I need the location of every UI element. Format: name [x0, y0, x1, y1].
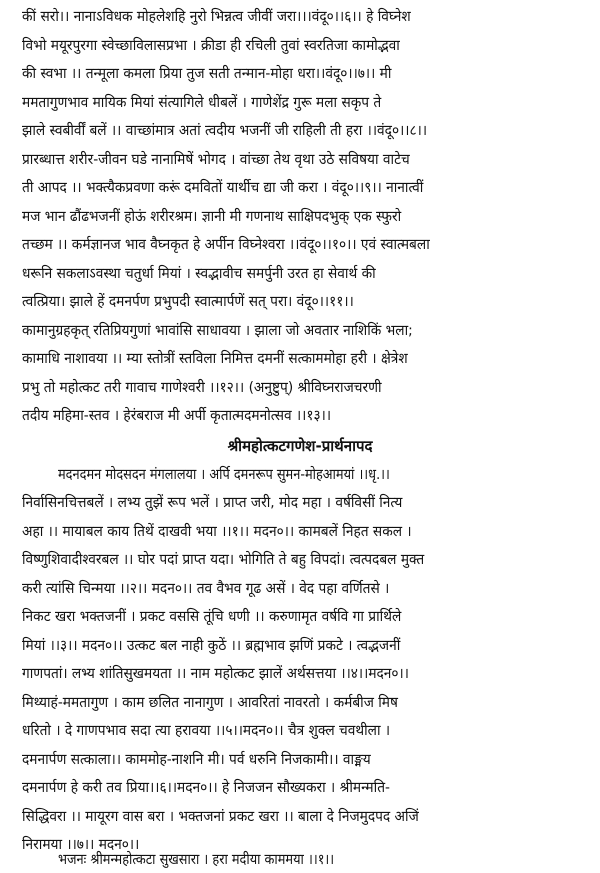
prayer-line: धरितो । दे गाणपभाव सदा त्या हरावया ।।५।।मदन०।। चैत्र शुक्ल चवथीला ।	[22, 722, 391, 739]
verse-line: प्रभु तो महोत्कट तरी गावाच गाणेश्वरी ।।१२।। (अनुष्टुप्) श्रीविघ्नराजचरणी	[22, 379, 382, 396]
prayer-line: गाणपतां। लभ्य शांतिसुखमयता ।। नाम महोत्कट झालें अर्थसत्तया ।।४।।मदन०।।	[22, 665, 409, 682]
verse-line: मज भान ढौंढभजनीं होऊं शरीरश्रम। ज्ञानी मी गणनाथ साक्षिपदभुक् एक स्फुरो	[22, 208, 402, 225]
verse-line: प्रारब्धात्त शरीर-जीवन घडे नानामिषें भोगद । वांच्छा तेथ वृथा उठे सविषया वाटेच	[22, 151, 410, 168]
prayer-line: दमनार्पण सत्काला।। काममोह-नाशनि मी। पर्व धरुनि निजकामी।। वाङ्मय	[22, 751, 371, 768]
verse-line: कामाधि नाशावया ।। म्या स्तोत्रीं स्तविला निमित्त दमनीं सत्काममोहा हरी । क्षेत्रेश	[22, 350, 408, 367]
verse-line: तदीय महिमा-स्तव । हेरंबराज मी अर्पी कृतात्मदमनोत्सव ।।१३।।	[22, 407, 332, 424]
prayer-line: विष्णुशिवादीश्वरबल ।। घोर पदां प्राप्त यदा। भोगिति ते बहु विपदां। त्वत्पदबल मुक्त	[22, 551, 425, 568]
prayer-line: निकट खरा भक्तजनीं । प्रकट वससि तूंचि धणी ।। करुणामृत वर्षवि गा प्रार्थिले	[22, 608, 402, 625]
verse-line: धरूनि सकलाऽवस्था चतुर्धा मियां । स्वद्भावीच समर्पुनी उरत हा सेवार्थ की	[22, 265, 376, 282]
prayer-line: भजनः श्रीमन्महोत्कटा सुखसारा । हरा मदीया काममया ।।१।।	[58, 851, 335, 868]
verse-line: त्वत्प्रिया। झाले हें दमनर्पण प्रभुपदी स्वात्मार्पणें सत् परा। वंदू०।।११।।	[22, 293, 354, 310]
prayer-line: निरामया ।।७।। मदन०।।	[22, 836, 140, 853]
verse-line: की स्वभा ।। तन्मूला कमला प्रिया तुज सती तन्मान-मोहा धरा।।वंदू०।।७।। मी	[22, 65, 392, 82]
prayer-line: अहा ।। मायाबल काय तिथें दाखवी भया ।।१।। मदन०।। कामबलें निहत सकल ।	[22, 523, 412, 540]
verse-line: कीं सरो।। नानाऽविधक मोहलेशहि नुरो भिन्नत्व जीवीं जरा।।।वंदू०।।६।। हे विघ्नेश	[22, 8, 411, 25]
verse-line: ममतागुणभाव मायिक मियां संत्यागिले धीबलें । गाणेशेंद्र गुरू मला सकृप ते	[22, 94, 382, 111]
verse-line: ती आपद ।। भक्त्यैकप्रवणा करूं दमवितों यार्थीच द्या जी करा । वंदू०।।९।। नानात्वीं	[22, 179, 424, 196]
verse-line: विभो मयूरपुरगा स्वेच्छाविलासप्रभा । क्रीडा ही रचिली तुवां स्वरतिजा कामोद्भवा	[22, 37, 400, 54]
prayer-line: मदनदमन मोदसदन मंगलालया । अर्पि दमनरूप सुमन-मोहआमयां ।।धृ.।।	[58, 466, 390, 483]
verse-line: तच्छम ।। कर्मज्ञानज भाव वैघ्नकृत हे अर्पीन विघ्नेश्वरा ।।वंदू०।।१०।। एवं स्वात्मबला	[22, 236, 430, 253]
section-title: श्रीमहोत्कटगणेश-प्रार्थनापद	[227, 437, 373, 455]
prayer-line: दमनार्पण हे करी तव प्रिया।।६।।मदन०।। हे निजजन सौख्यकरा । श्रीमन्मति-	[22, 779, 390, 796]
prayer-line: सिद्धिवरा ।। मायूरग वास बरा । भक्तजनां प्रकट खरा ।। बाला दे निजमुदपद अजिं	[22, 808, 419, 825]
prayer-line: निर्वासिनचित्तबलें । लभ्य तुझें रूप भलें । प्राप्त जरी, मोद महा । वर्षविसीं नित्य	[22, 494, 403, 511]
prayer-line: मियां ।।३।। मदन०।। उत्कट बल नाही कुठें ।। ब्रह्मभाव झणिं प्रकटे । त्वद्भजनीं	[22, 637, 401, 654]
prayer-line: करी त्यांसि चिन्मया ।।२।। मदन०।। तव वैभव गूढ असें । वेद पहा वर्णितसे ।	[22, 580, 390, 597]
verse-line: कामानुग्रहकृत् रतिप्रियगुणां भावांसि साधावया । झाला जो अवतार नाशिकिं भला;	[22, 322, 413, 339]
verse-line: झाले स्वबीर्वीं बलें ।। वाच्छांमात्र अतां त्वदीय भजनीं जी राहिली ती हरा ।।वंदू०।।८।।	[22, 122, 428, 139]
prayer-line: मिथ्याहं-ममतागुण । काम छलित नानागुण । आवरितां नावरतो । कर्मबीज मिष	[22, 694, 398, 711]
